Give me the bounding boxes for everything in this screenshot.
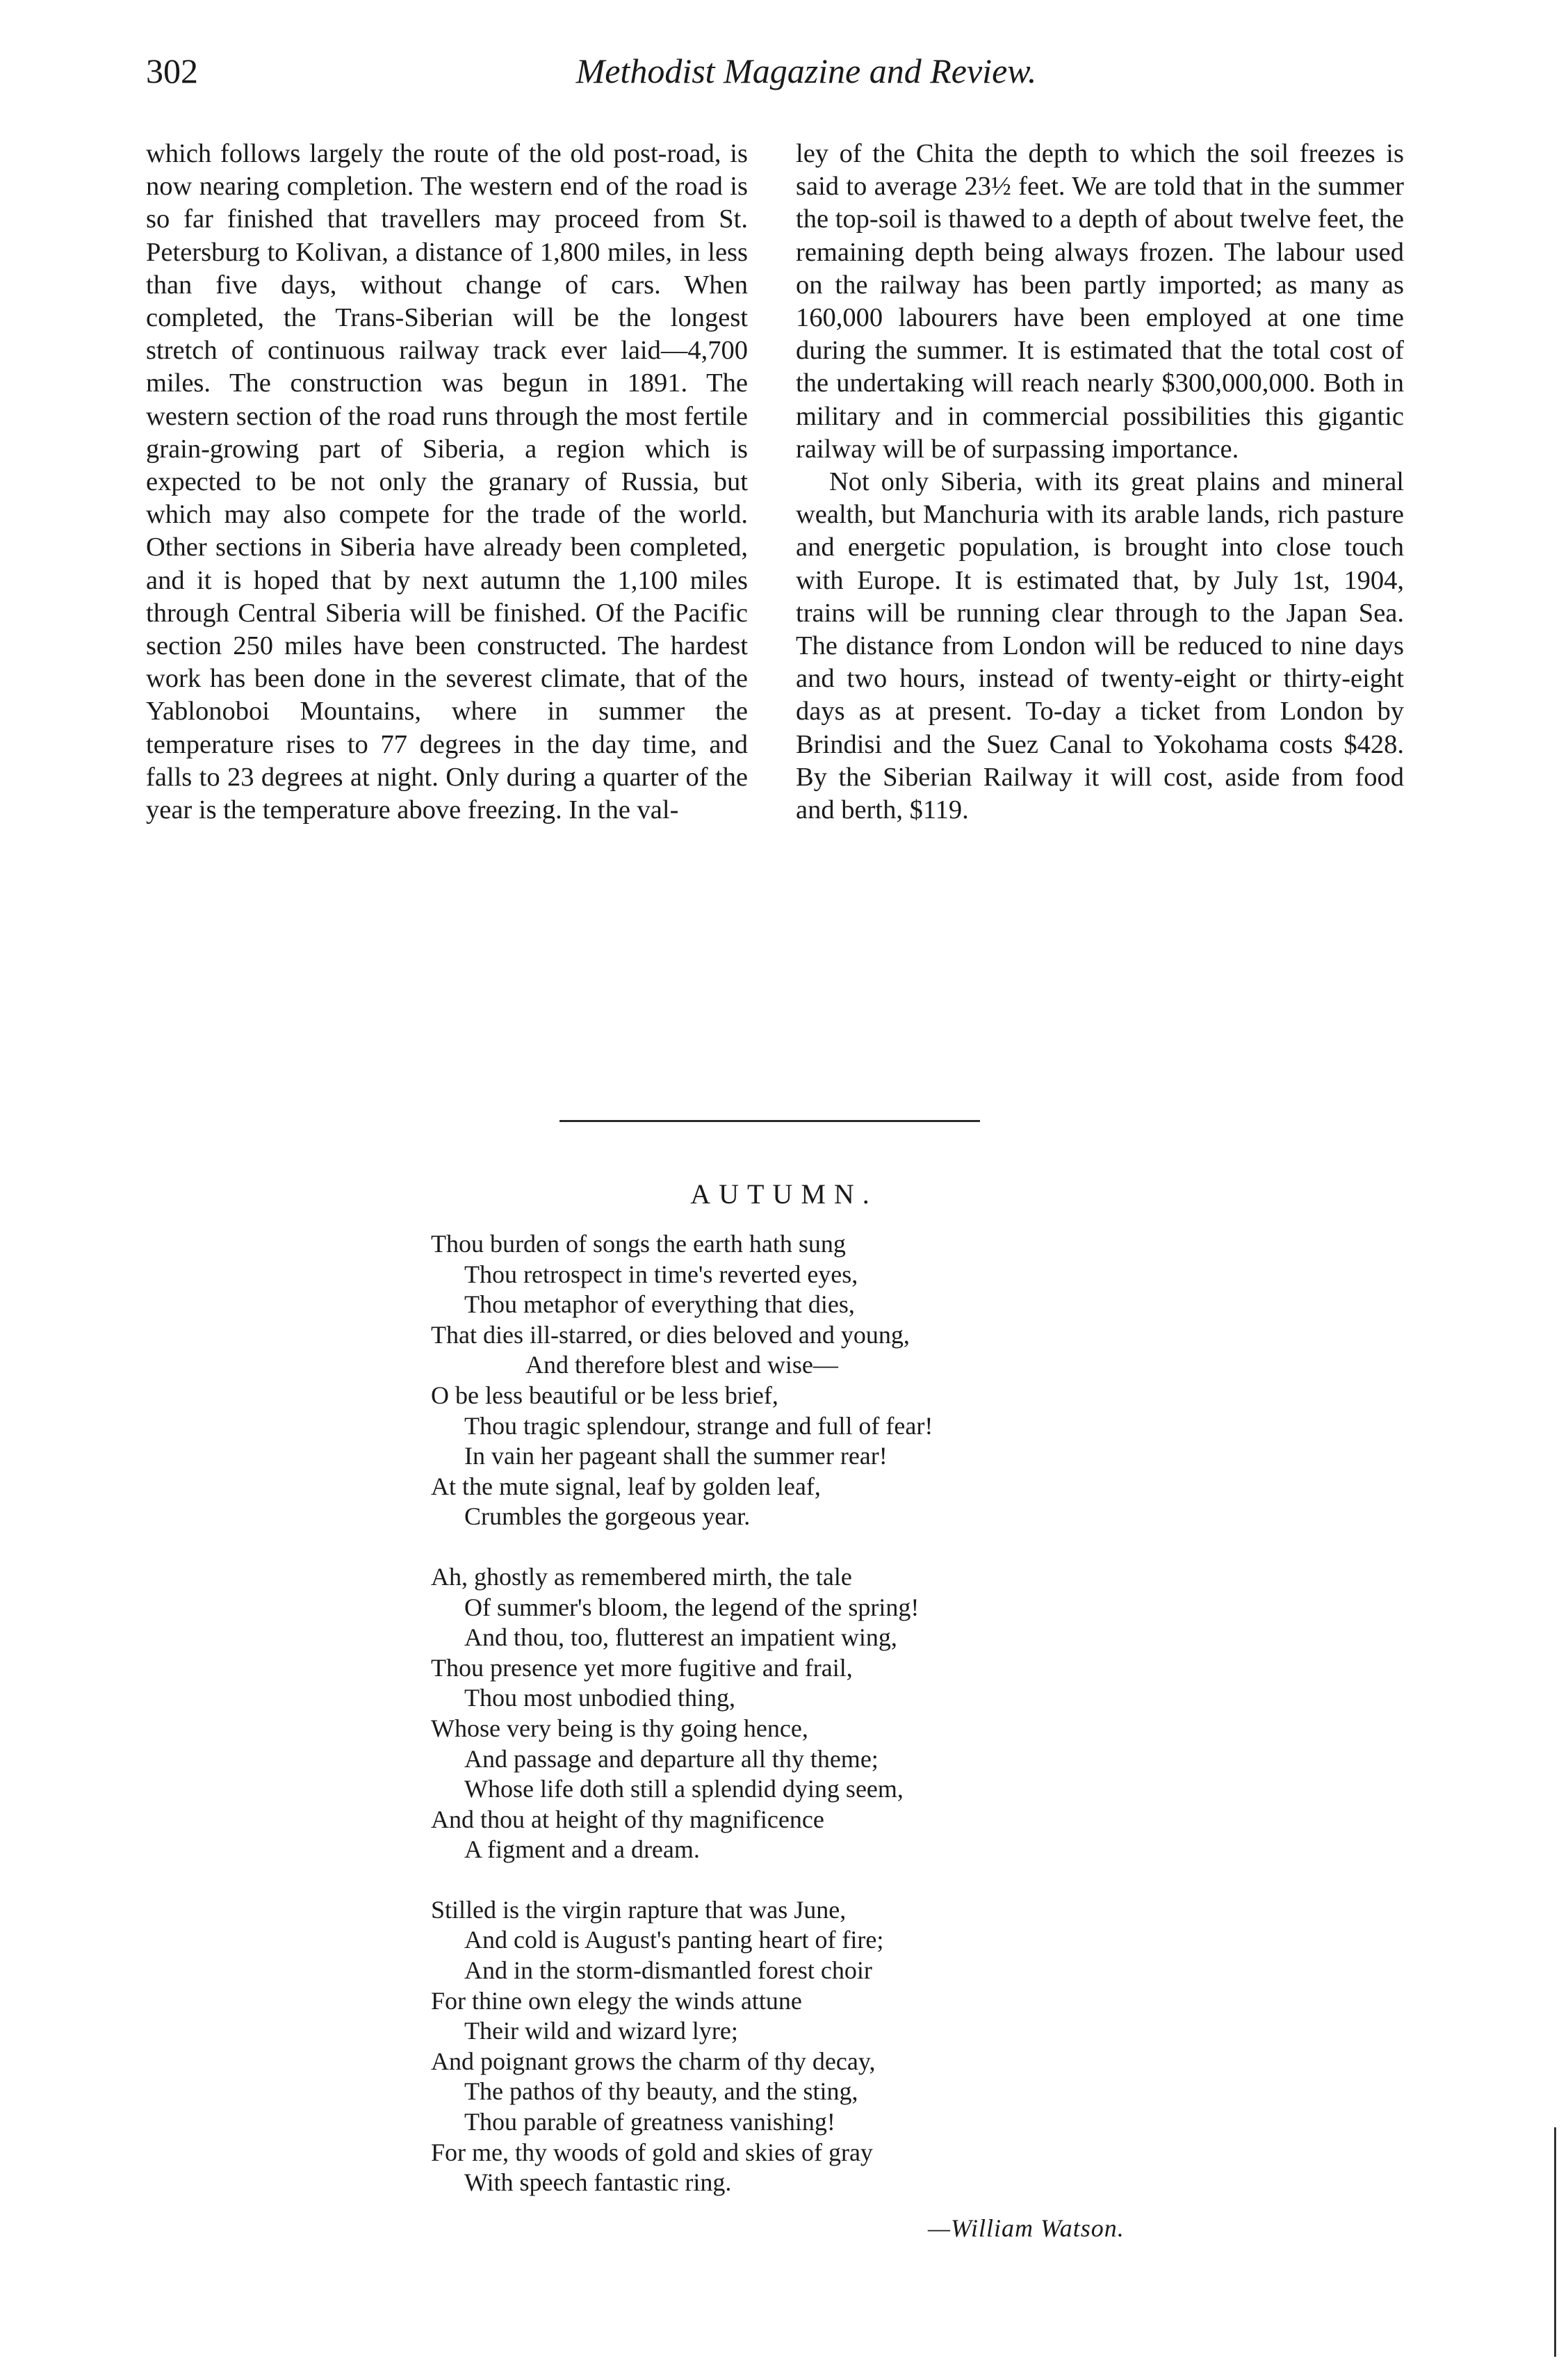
poem-line: Thou most unbodied thing, — [464, 1684, 735, 1712]
poem-line: Of summer's bloom, the legend of the spring! — [464, 1593, 920, 1621]
poem-line: Thou retrospect in time's reverted eyes, — [464, 1260, 858, 1288]
poem-line: A figment and a dream. — [464, 1835, 700, 1864]
page-header — [146, 43, 1404, 99]
poem-line: For me, thy woods of gold and skies of gray — [431, 2138, 873, 2166]
poem-line: And thou, too, flutterest an impatient wing, — [464, 1623, 897, 1652]
poem-line: And thou at height of thy magnificence — [431, 1805, 824, 1833]
poem-attribution: —William Watson. — [928, 2214, 1125, 2242]
poem-line: Crumbles the gorgeous year. — [464, 1502, 751, 1531]
poem-body — [431, 1229, 1265, 2228]
poem-line: With speech fantastic ring. — [464, 2168, 732, 2197]
poem-line: Thou metaphor of everything that dies, — [464, 1290, 855, 1319]
section-divider — [560, 1120, 980, 1122]
article-paragraph: Not only Siberia, with its great plains and mineral wealth, but Manchuria with its arable lands, rich pasture and energetic population, is brought into close touch with Europe. It is estimated that, by July 1st, 1904, trains will be running clear through to the Japan Sea. The distance from London will be reduced to nine days and two hours, instead of twenty-eight or thirty-eight days as at present. To-day a ticket from London by Brindisi and the Suez Canal to Yokohama costs $428. By the Siberian Railway it will cost, aside from food and berth, $119. — [796, 467, 1404, 825]
article-left-column — [146, 138, 748, 827]
running-title: Methodist Magazine and Review. — [575, 51, 1037, 90]
poem-stanza — [431, 1895, 1265, 2198]
article-paragraph: which follows largely the route of the old post-road, is now nearing completion. The western end of the road is so far finished that travellers may proceed from St. Petersburg to Kolivan, a distance of 1,800 miles, in less than five days, without change of cars. When completed, the Trans-Siberian will be the longest stretch of continuous railway track ever laid—4,700 miles. The construction was begun in 1891. The western section of the road runs through the most fertile grain-growing part of Siberia, a region which is expected to be not only the granary of Russia, but which may also compete for the trade of the world. Other sections in Siberia have already been completed, and it is hoped that by next autumn the 1,100 miles through Central Siberia will be finished. Of the Pacific section 250 miles have been constructed. The hardest work has been done in the severest climate, that of the Yablonoboi Mountains, where in summer the temperature rises to 77 degrees in the day time, and falls to 23 degrees at night. Only during a quarter of the year is the temperature above freezing. In the val- — [146, 139, 748, 825]
poem-line: For thine own elegy the winds attune — [431, 1986, 802, 2015]
poem-line: Thou parable of greatness vanishing! — [464, 2108, 835, 2136]
poem-line: In vain her pageant shall the summer rear! — [464, 1442, 888, 1470]
poem-line: Thou tragic splendour, strange and full of fear! — [464, 1411, 933, 1440]
article-paragraph: ley of the Chita the depth to which the soil freezes is said to average 23½ feet. We are told that in the summer the top-soil is thawed to a depth of about twelve feet, the remaining depth being always frozen. The labour used on the railway has been partly imported; as many as 160,000 labourers have been employed at one time during the summer. It is estimated that the total cost of the undertaking will reach nearly $300,000,000. Both in military and in commercial possibilities this gigantic railway will be of surpassing importance. — [796, 139, 1404, 464]
poem-line: And poignant grows the charm of thy decay, — [431, 2047, 876, 2075]
poem-line: Stilled is the virgin rapture that was June, — [431, 1895, 847, 1924]
poem-line: And cold is August's panting heart of fire; — [464, 1926, 884, 1954]
scan-edge-mark — [1554, 2127, 1556, 2357]
poem-stanza — [431, 1562, 1265, 1865]
poem-line: Ah, ghostly as remembered mirth, the tale — [431, 1562, 852, 1591]
poem-line: Thou presence yet more fugitive and frail, — [431, 1653, 853, 1682]
poem-line: And therefore blest and wise— — [525, 1351, 838, 1379]
poem-title: AUTUMN. — [690, 1178, 878, 1210]
poem-line: At the mute signal, leaf by golden leaf, — [431, 1472, 821, 1500]
page-number: 302 — [146, 51, 198, 90]
article-right-column — [796, 138, 1404, 827]
poem-line: The pathos of thy beauty, and the sting, — [464, 2077, 858, 2106]
poem-line: And passage and departure all thy theme; — [464, 1744, 879, 1773]
poem-line: Thou burden of songs the earth hath sung — [431, 1230, 846, 1258]
poem-line: Their wild and wizard lyre; — [464, 2017, 738, 2045]
poem-line: That dies ill-starred, or dies beloved and young, — [431, 1320, 910, 1349]
poem-line: Whose life doth still a splendid dying seem, — [464, 1775, 904, 1803]
poem-line: And in the storm-dismantled forest choir — [464, 1956, 872, 1985]
poem-line: O be less beautiful or be less brief, — [431, 1381, 778, 1409]
poem-line: Whose very being is thy going hence, — [431, 1714, 808, 1742]
poem-stanza — [431, 1229, 1265, 1532]
